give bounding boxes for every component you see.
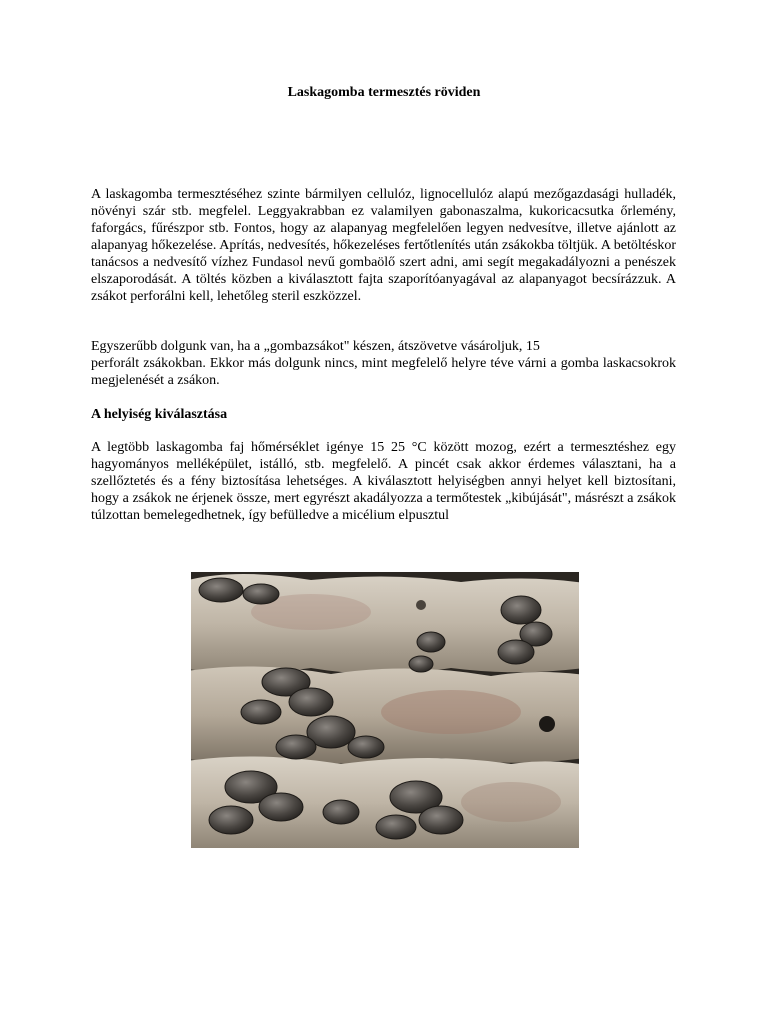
paragraph-room-selection — [91, 439, 676, 524]
paragraph-line: Egyszerűbb dolgunk van, ha a „gombazsákot" készen, átszövetve vásároljuk, 15 — [91, 339, 540, 354]
paragraph-ready-bags — [91, 338, 676, 389]
mushroom-photo-illustration — [191, 572, 579, 848]
document-title: Laskagomba termesztés röviden — [287, 85, 481, 100]
paragraph-text: perforált zsákokban. Ekkor más dolgunk nincs, mint megfelelő helyre téve várni a gomba laskacsokrok megjelenését a zsákon. — [91, 356, 676, 388]
paragraph-text: A laskagomba termesztéséhez szinte bármilyen cellulóz, lignocellulóz alapú mezőgazdasági hulladék, növényi szár stb. megfelel. Leggyakrabban ez valamilyen gabonaszalma, kukoricacsutka őrlemény, faforgács, fűrészpor stb. Fontos, hogy az alapanyag megfelelően legyen nedvesítve, illetve ajánlott az alapanyag hőkezelése. Aprítás, nedvesítés, hőkezeléses fertőtlenítés után zsákokba töltjük. A betöltéskor tanácsos a nedvesítő vízhez Fundasol nevű gombaölő szert adni, ami segít megakadályozni a penészek elszaporodását. A töltés közben a kiválasztott fajta szaporítóanyagával az alapanyagot becsírázzuk. A zsákot perforálni kell, lehetőleg steril eszközzel. — [91, 187, 676, 304]
paragraph-text: A legtöbb laskagomba faj hőmérséklet igénye 15 25 °C között mozog, ezért a termesztéshez egy hagyományos melléképület, istálló, stb. megfelelő. A pincét csak akkor érdemes választani, ha a szellőztetés és a fény biztosítása lehetséges. A kiválasztott helyiségben annyi helyet kell biztosítani, hogy a zsákok ne érjenek össze, mert egyrészt akadályozza a termőtestek „kibújását", másrészt a zsákok túlzottan bemelegedhetnek, így befülledve a micélium elpusztul — [91, 440, 676, 523]
mushroom-bags-photo — [191, 572, 579, 848]
section-heading: A helyiség kiválasztása — [91, 407, 228, 422]
paragraph-intro — [91, 186, 676, 305]
